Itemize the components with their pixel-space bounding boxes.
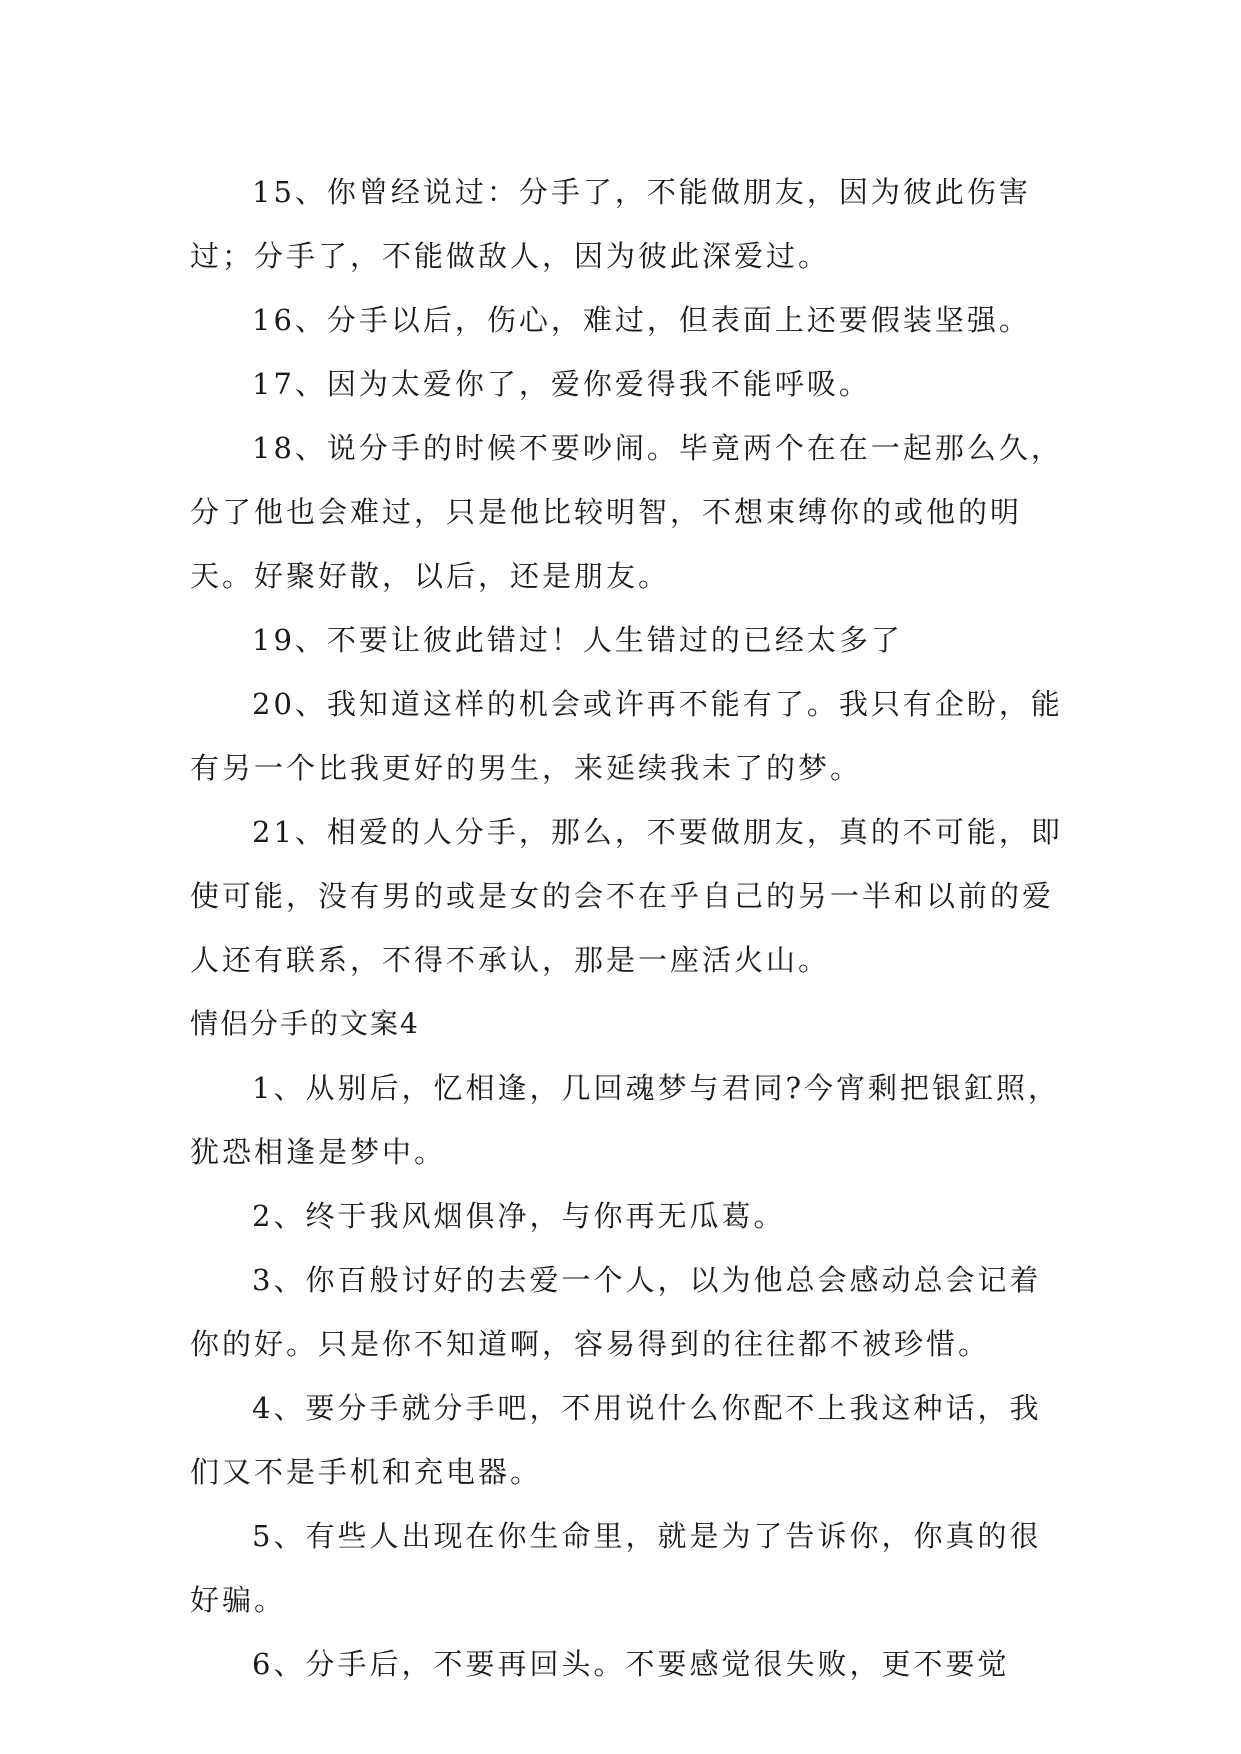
paragraph-item-21: 21、相爱的人分手，那么，不要做朋友，真的不可能，即使可能，没有男的或是女的会不在乎自己的另一半和以前的爱人还有联系，不得不承认，那是一座活火山。 [190, 815, 1063, 977]
paragraph-item-15: 15、你曾经说过：分手了，不能做朋友，因为彼此伤害过；分手了，不能做敌人，因为彼此深爱过。 [190, 175, 1031, 273]
paragraph-item-16: 16、分手以后，伤心，难过，但表面上还要假装坚强。 [252, 303, 1031, 337]
section-heading: 情侣分手的文案4 [190, 1007, 420, 1040]
paragraph-item-20: 20、我知道这样的机会或许再不能有了。我只有企盼，能有另一个比我更好的男生，来延续我未了的梦。 [190, 687, 1063, 785]
paragraph-item-18: 18、说分手的时候不要吵闹。毕竟两个在在一起那么久，分了他也会难过，只是他比较明智，不想束缚你的或他的明天。好聚好散，以后，还是朋友。 [190, 431, 1063, 593]
paragraph-item-2: 2、终于我风烟俱净，与你再无瓜葛。 [252, 1199, 786, 1233]
document-body [190, 160, 1070, 1696]
paragraph-item-6: 6、分手后，不要再回头。不要感觉很失败，更不要觉 [252, 1647, 1010, 1681]
paragraph-item-3: 3、你百般讨好的去爱一个人，以为他总会感动总会记着你的好。只是你不知道啊，容易得到的往往都不被珍惜。 [190, 1263, 1042, 1361]
paragraph-item-1: 1、从别后，忆相逢，几回魂梦与君同?今宵剩把银釭照，犹恐相逢是梦中。 [190, 1071, 1060, 1169]
paragraph-item-4: 4、要分手就分手吧，不用说什么你配不上我这种话，我们又不是手机和充电器。 [190, 1391, 1042, 1489]
paragraph-item-5: 5、有些人出现在你生命里，就是为了告诉你，你真的很好骗。 [190, 1519, 1042, 1617]
paragraph-item-17: 17、因为太爱你了，爱你爱得我不能呼吸。 [252, 367, 871, 401]
paragraph-item-19: 19、不要让彼此错过！人生错过的已经太多了 [252, 623, 903, 657]
